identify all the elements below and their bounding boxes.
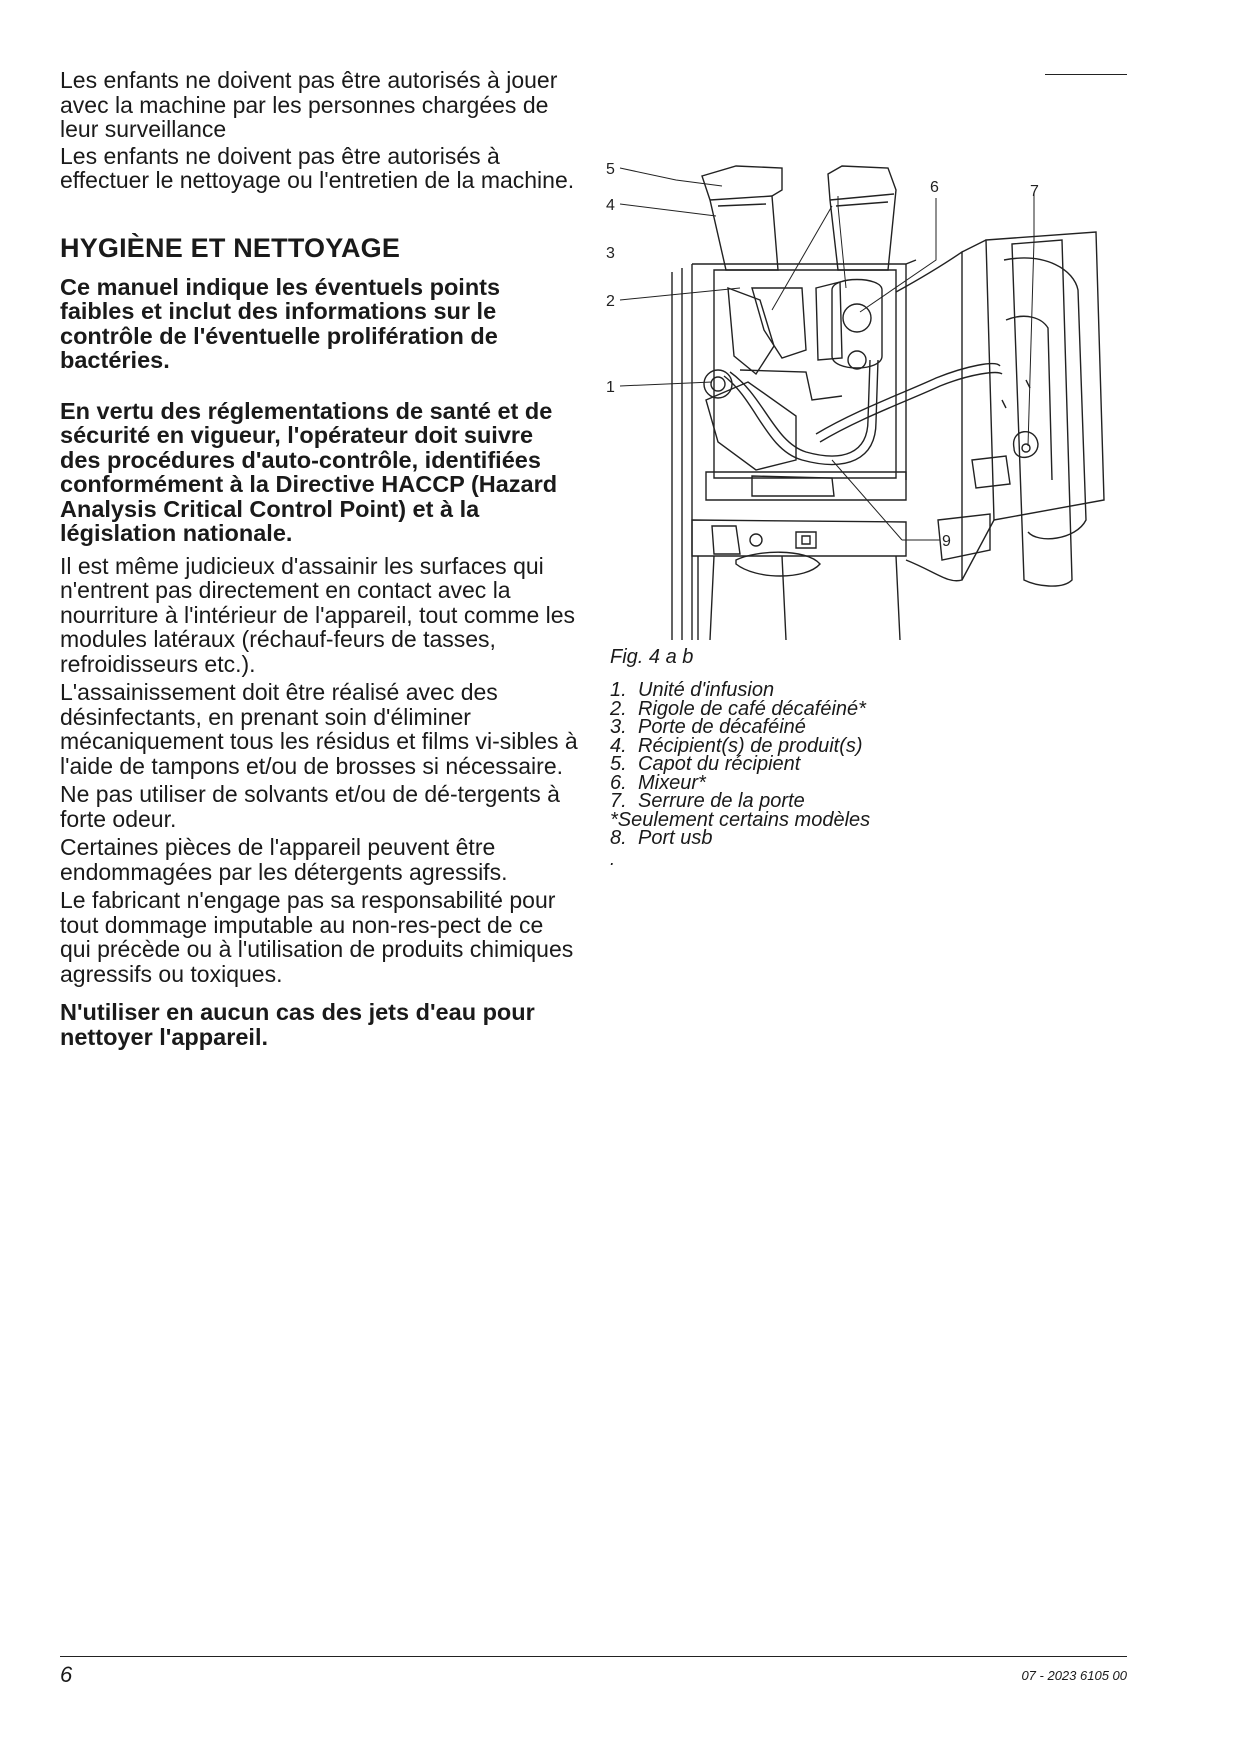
callout-7: 7	[1030, 183, 1039, 200]
hopper-right	[828, 166, 896, 270]
door-front	[986, 232, 1104, 520]
callout-9: 9	[942, 533, 951, 550]
hopper-left	[702, 166, 782, 270]
legend-note: *Seulement certains modèles	[610, 808, 871, 831]
bold-paragraph-1: Ce manuel indique les éventuels points faibles et inclut des informations sur le contrôle de l'éventuelle prolifération de bactéries.	[60, 273, 501, 373]
legend-item: 8. Port usb	[610, 827, 713, 849]
text-column	[60, 68, 580, 1049]
bold-paragraph-3: N'utiliser en aucun cas des jets d'eau pour nettoyer l'appareil.	[60, 999, 535, 1050]
footer-rule	[60, 1656, 1127, 1657]
body-paragraph-1: Il est même judicieux d'assainir les surfaces qui n'entrent pas directement en contact avec la nourriture à l'intérieur de l'appareil, tout comme les modules latéraux (réchauf-feurs de tasses, refroidisseurs etc.).	[60, 552, 576, 677]
machine-illustration	[606, 160, 1146, 650]
trailing-dot: .	[610, 848, 616, 869]
legend-item: 4. Récipient(s) de produit(s)	[610, 734, 863, 757]
machine-figure	[606, 160, 1146, 650]
figure-caption	[610, 646, 1010, 868]
usb-port-shape	[802, 536, 810, 544]
callout-1: 1	[606, 379, 615, 396]
header-rule	[1045, 74, 1127, 75]
figure-legend	[610, 681, 1010, 848]
figure-callouts	[606, 161, 1039, 550]
brew-unit-shape	[704, 370, 732, 398]
legend-item: 1. Unité d'infusion	[610, 679, 775, 701]
section-title: HYGIÈNE ET NETTOYAGE	[60, 232, 401, 263]
document-code: 07 - 2023 6105 00	[1021, 1668, 1127, 1683]
body-paragraph-2: L'assainissement doit être réalisé avec des désinfectants, en prenant soin d'éliminer mécaniquement tous les résidus et films vi-sibles à l'aide de tampons et/ou de brosses si nécessaire.	[60, 679, 578, 779]
callout-3: 3	[606, 245, 615, 262]
body-paragraph-3: Ne pas utiliser de solvants et/ou de dé-tergents à forte odeur.	[60, 781, 560, 832]
callout-4: 4	[606, 197, 615, 214]
legend-item: 5. Capot du récipient	[610, 753, 801, 775]
mixer-shape	[832, 280, 882, 369]
legend-item: 3. Porte de décaféiné	[610, 716, 806, 738]
figure-label: Fig. 4 a b	[610, 646, 694, 668]
bold-paragraph-2: En vertu des réglementations de santé et de sécurité en vigueur, l'opérateur doit suivre des procédures d'auto-contrôle, identifiées conformément à la Directive HACCP (Hazard Analysis Critical Control Point) et à la législation nationale.	[60, 397, 558, 546]
legend-item: 6. Mixeur*	[610, 771, 706, 794]
page-number: 6	[60, 1662, 73, 1687]
callout-6: 6	[930, 179, 939, 196]
intro-paragraph-1: Les enfants ne doivent pas être autorisés à jouer avec la machine par les personnes chargées de leur surveillance	[60, 67, 558, 142]
legend-item: 2. Rigole de café décaféiné*	[610, 697, 866, 720]
callout-2: 2	[606, 293, 615, 310]
body-paragraph-5: Le fabricant n'engage pas sa responsabilité pour tout dommage imputable au non-res-pect de ce qui précède ou à l'utilisation de produits chimiques agressifs ou toxiques.	[60, 887, 574, 987]
intro-paragraph-2: Les enfants ne doivent pas être autorisés à effectuer le nettoyage ou l'entretien de la machine.	[60, 142, 575, 193]
body-paragraph-4: Certaines pièces de l'appareil peuvent être endommagées par les détergents agressifs.	[60, 834, 508, 885]
callout-5: 5	[606, 161, 615, 178]
legend-item: 7. Serrure de la porte	[610, 790, 805, 812]
